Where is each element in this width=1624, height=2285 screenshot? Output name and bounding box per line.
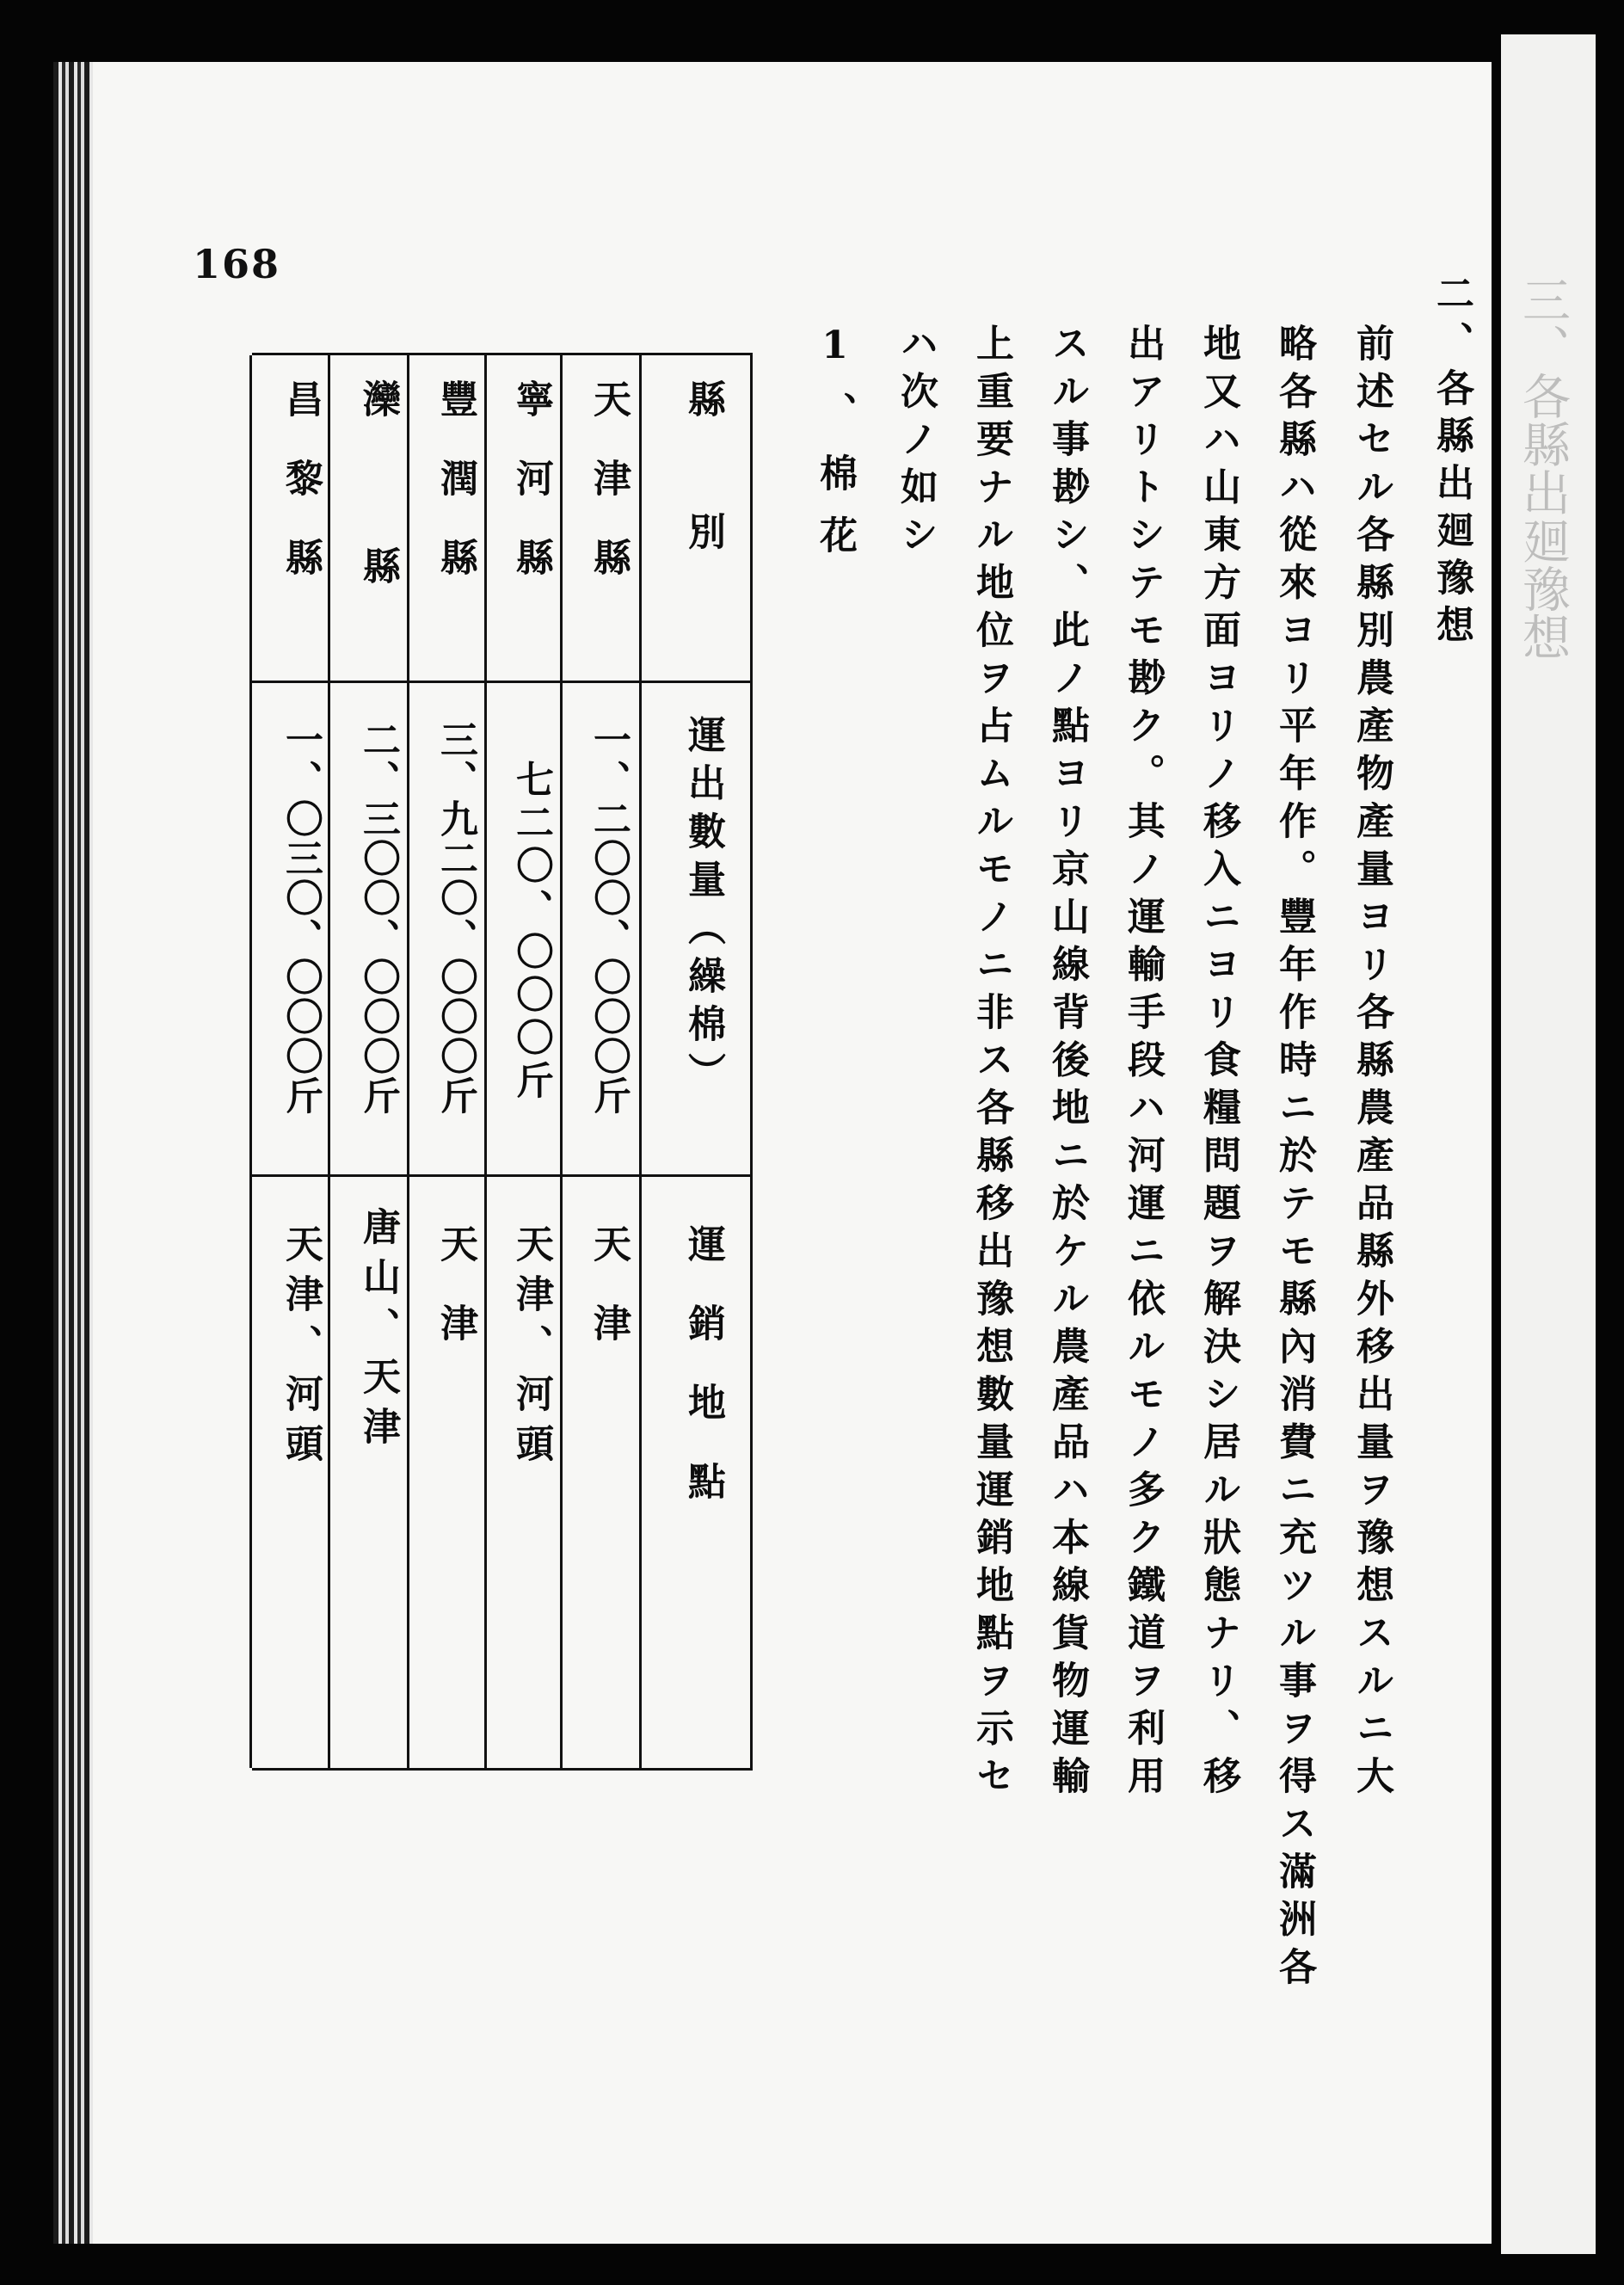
table-row-divider bbox=[252, 681, 753, 683]
body-column-4: 出アリトシテモ尠ク。其ノ運輸手段ハ河運ニ依ルモノ多ク鐵道ヲ利用 bbox=[1121, 323, 1165, 1804]
row2-quantity: 七二〇、〇〇〇斤 bbox=[509, 760, 553, 1104]
row3-county: 豐潤縣 bbox=[434, 379, 477, 617]
row1-destination: 天津 bbox=[587, 1224, 631, 1383]
body-column-2: 略各縣ハ從來ヨリ平年作。豐年作時ニ於テモ縣內消費ニ充ツル事ヲ得ス滿洲各 bbox=[1272, 323, 1316, 1995]
adjacent-page-ghost-text: 三、各縣出廻豫想 bbox=[1515, 275, 1571, 661]
row5-county: 昌黎縣 bbox=[279, 379, 323, 617]
row5-destination: 天津、河頭 bbox=[279, 1224, 323, 1474]
body-column-5: スル事尠シ、此ノ點ヨリ京山線背後地ニ於ケル農產品ハ本線貨物運輸 bbox=[1045, 323, 1089, 1804]
table-border-right bbox=[750, 355, 753, 1768]
table-border-left bbox=[249, 355, 252, 1768]
row4-destination: 唐山、天津 bbox=[356, 1207, 400, 1457]
row4-quantity: 二、三〇〇、〇〇〇斤 bbox=[356, 720, 400, 1116]
row1-county: 天津縣 bbox=[587, 379, 631, 617]
table-divider bbox=[328, 355, 330, 1768]
header-quantity: 運出數量（繰棉） bbox=[681, 715, 725, 1100]
row4-county: 灤縣 bbox=[356, 379, 400, 713]
body-column-7: ハ次ノ如シ bbox=[894, 323, 938, 563]
adjacent-page-strip bbox=[1501, 34, 1596, 2254]
row5-quantity: 一、〇三〇、〇〇〇斤 bbox=[279, 720, 323, 1116]
table-divider bbox=[560, 355, 563, 1768]
body-column-3: 地又ハ山東方面ヨリノ移入ニヨリ食糧問題ヲ解決シ居ル狀態ナリ、移 bbox=[1196, 323, 1240, 1804]
table-divider bbox=[639, 355, 642, 1768]
section-heading: 二、各縣出廻豫想 bbox=[1430, 274, 1473, 652]
row2-county: 寧河縣 bbox=[509, 379, 553, 617]
table-row-divider bbox=[252, 1174, 753, 1177]
body-column-1: 前述セル各縣別農產物產量ヨリ各縣農產品縣外移出量ヲ豫想スルニ大 bbox=[1350, 323, 1393, 1804]
row2-destination: 天津、河頭 bbox=[509, 1224, 553, 1474]
table-divider bbox=[407, 355, 409, 1768]
subheading-cotton: 1、棉花 bbox=[813, 323, 857, 577]
body-column-6: 上重要ナル地位ヲ占ムルモノニ非ス各縣移出豫想數量運銷地點ヲ示セ bbox=[969, 323, 1013, 1804]
page-number: 168 bbox=[193, 241, 281, 287]
cotton-export-table bbox=[252, 353, 753, 1771]
row3-quantity: 三、九二〇、〇〇〇斤 bbox=[434, 720, 477, 1116]
header-destination: 運銷地點 bbox=[681, 1224, 725, 1541]
row3-destination: 天津 bbox=[434, 1224, 477, 1383]
row1-quantity: 一、二〇〇、〇〇〇斤 bbox=[587, 720, 631, 1116]
header-county: 縣別 bbox=[681, 379, 725, 644]
table-divider bbox=[484, 355, 487, 1768]
